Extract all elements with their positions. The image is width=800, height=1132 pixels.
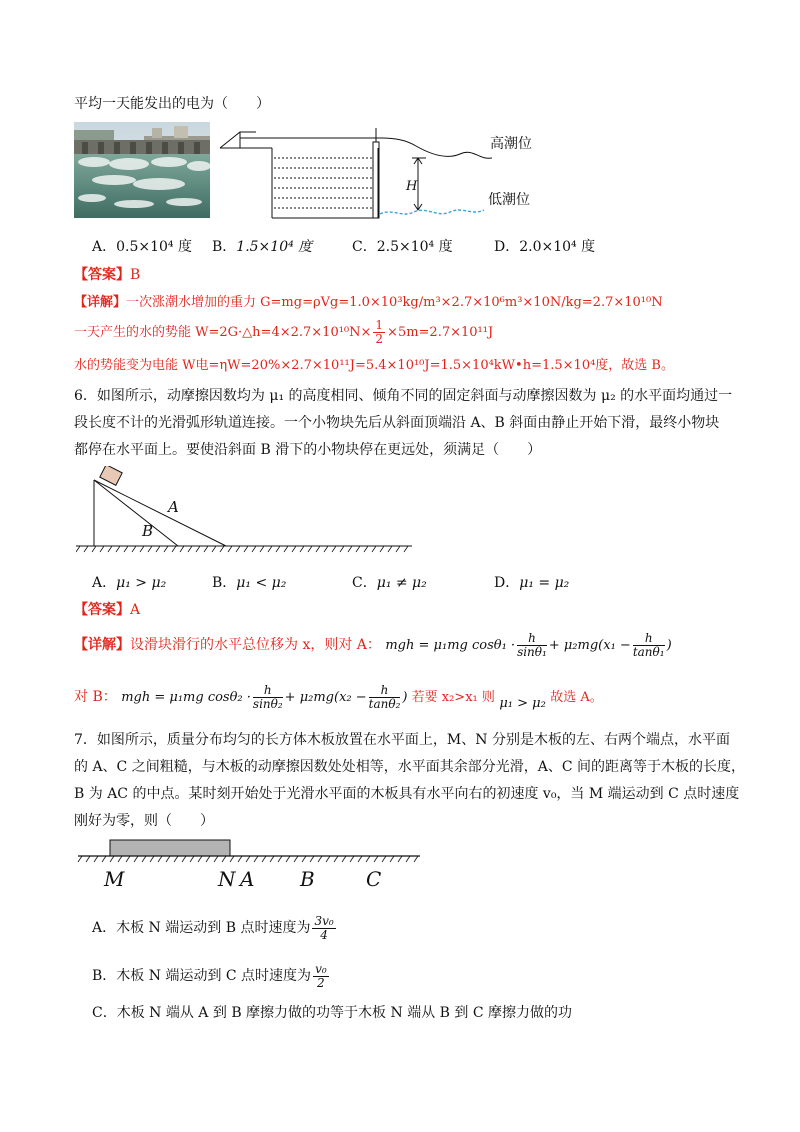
q5-option-a[interactable]: A．0.5×10⁴ 度 — [92, 239, 192, 255]
point-a-label: A — [240, 867, 255, 891]
point-m-label: M — [104, 867, 125, 891]
point-n-label: N — [218, 867, 236, 891]
tide-diagram — [216, 124, 546, 224]
board-diagram — [76, 836, 422, 892]
q6-option-b[interactable]: B．μ₁ < μ₂ — [212, 575, 287, 591]
q6-stem-line3: 都停在水平面上。要使沿斜面 B 滑下的小物块停在更远处，须满足（ ） — [74, 442, 542, 458]
q7-stem-line1: 7．如图所示，质量分布均匀的长方体木板放置在水平面上，M、N 分别是木板的左、右两个端点，水平面 — [74, 732, 730, 748]
q6-stem-line2: 段长度不计的光滑弧形轨道连接。一个小物块先后从斜面顶端沿 A、B 斜面由静止开始下滑，最终小物块 — [74, 415, 720, 431]
height-label: H — [406, 179, 418, 194]
q5-option-d[interactable]: D．2.0×10⁴ 度 — [494, 239, 596, 255]
fraction-v0-over-2: $\frac{\text{v₀}}{2}$ — [315, 961, 327, 990]
q6-option-a[interactable]: A．μ₁ > μ₂ — [92, 575, 167, 591]
q5-stem-tail: 平均一天能发出的电为（ ） — [74, 96, 270, 112]
q6-stem-line1: 6．如图所示，动摩擦因数均为 μ₁ 的高度相同、倾角不同的固定斜面与动摩擦因数为 μ₂ 的水平面均通过一 — [74, 388, 733, 404]
q7-stem-line4: 刚好为零，则（ ） — [74, 813, 214, 829]
fraction-half: $\frac{1}{2}$ — [375, 318, 384, 346]
high-tide-label: 高潮位 — [490, 136, 532, 152]
q7-stem-line3: B 为 AC 的中点。某时刻开始处于光滑水平面的木板具有水平向右的初速度 v₀，当 M 端运动到 C 点时速度 — [74, 786, 740, 802]
q5-option-c[interactable]: C．2.5×10⁴ 度 — [352, 239, 453, 255]
incline-label-a: A — [168, 498, 179, 516]
q6-option-d[interactable]: D．μ₁ = μ₂ — [494, 575, 570, 591]
q5-detail-1: 【详解】一次涨潮水增加的重力 G=mg=ρVg=1.0×10³kg/m³×2.7×10⁶m³×10N/kg=2.7×10¹⁰N — [74, 295, 663, 310]
incline-label-b: B — [142, 522, 154, 540]
dam-photo — [74, 122, 210, 218]
q6-detail-1: 【详解】设滑块滑行的水平总位移为 x，则对 A： mgh = μ₁mg cosθ₁ · $\frac{h}{\text{sinθ₁}}$ + μ₂mg(x₁ − $\frac{h}{\text{tanθ₁}}$ ) — [74, 631, 672, 659]
low-tide-label: 低潮位 — [488, 192, 530, 208]
q6-answer: 【答案】A — [74, 602, 141, 618]
q5-detail-2: 一天产生的水的势能 W=2G·△h=4×2.7×10¹⁰N× $\frac{1}{2}$ ×5m=2.7×10¹¹J — [74, 318, 494, 346]
q6-eq-b: mgh = μ₁mg cosθ₂ · $\frac{h}{\text{sinθ₂}}$ + μ₂mg(x₂ − $\frac{h}{\text{tanθ₂}}$ ) — [121, 683, 408, 711]
q7-option-b[interactable]: B．木板 N 端运动到 C 点时速度为 $\frac{\text{v₀}}{2}$ — [92, 961, 327, 990]
q7-option-a[interactable]: A．木板 N 端运动到 B 点时速度为 $\frac{\text{3v₀}}{4}$ — [92, 913, 334, 942]
q5-detail-3: 水的势能变为电能 W电=ηW=20%×2.7×10¹¹J=5.4×10¹⁰J=1.5×10⁴kW•h=1.5×10⁴度，故选 B。 — [74, 358, 674, 373]
point-b-label: B — [300, 867, 315, 891]
q7-option-c[interactable]: C．木板 N 端从 A 到 B 摩擦力做的功等于木板 N 端从 B 到 C 摩擦力做的功 — [92, 1005, 573, 1021]
q7-stem-line2: 的 A、C 之间粗糙，与木板的动摩擦因数处处相等，水平面其余部分光滑，A、C 间的距离等于木板的长度， — [74, 759, 745, 775]
q6-detail-2: 对 B： mgh = μ₁mg cosθ₂ · $\frac{h}{\text{sinθ₂}}$ + μ₂mg(x₂ − $\frac{h}{\text{tanθ₂}}$ ) 若要 x₂>x₁ 则 μ₁ > μ₂ 故选 A。 — [74, 683, 603, 711]
point-c-label: C — [366, 867, 382, 891]
incline-diagram — [76, 466, 416, 558]
q5-option-b[interactable]: B．1.5×10⁴ 度 — [212, 239, 313, 255]
q5-answer: 【答案】B — [74, 267, 141, 283]
fraction-3v0-over-4: $\frac{\text{3v₀}}{4}$ — [314, 913, 334, 942]
q6-eq-a: mgh = μ₁mg cosθ₁ · $\frac{h}{\text{sinθ₁}}$ + μ₂mg(x₁ − $\frac{h}{\text{tanθ₁}}$ ) — [385, 631, 672, 659]
q6-option-c[interactable]: C．μ₁ ≠ μ₂ — [352, 575, 427, 591]
